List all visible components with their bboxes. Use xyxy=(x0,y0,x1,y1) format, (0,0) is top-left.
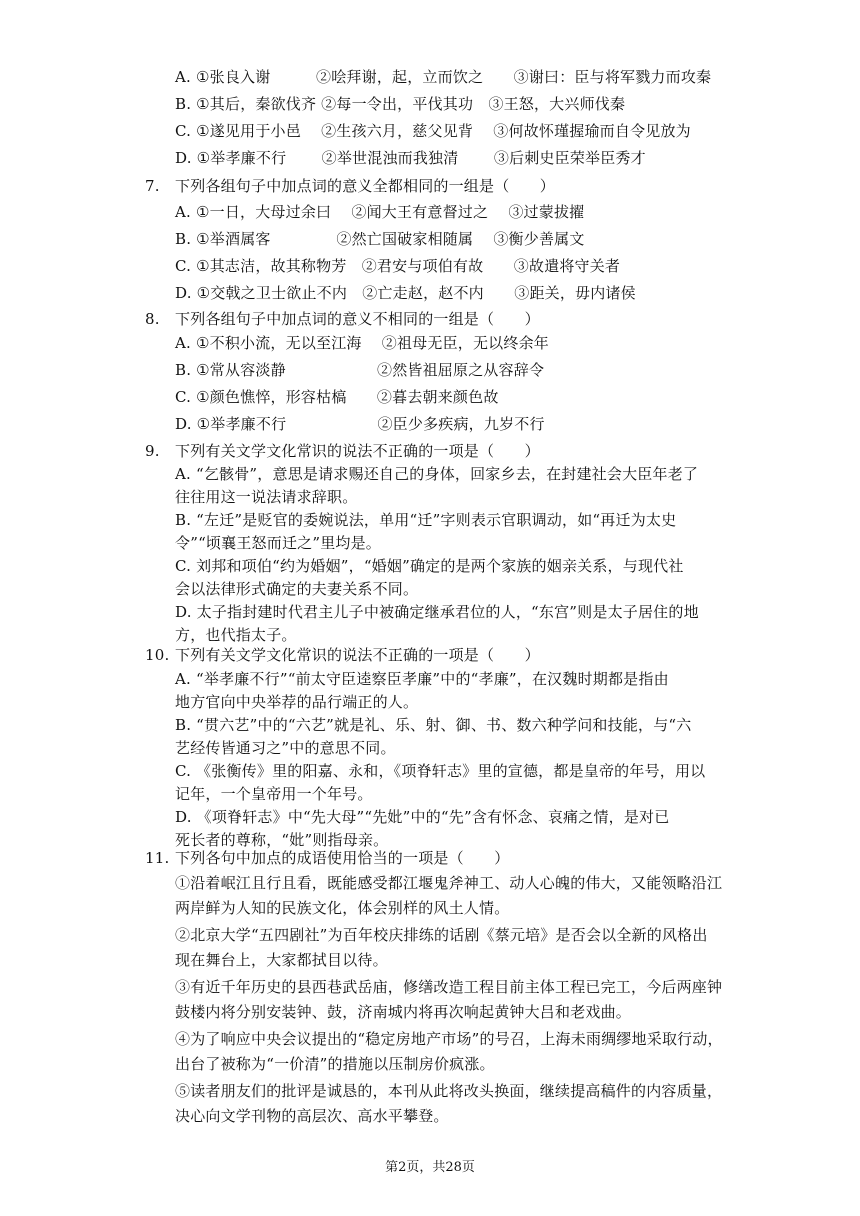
q11-stem: 下列各句中加点的成语使用恰当的一项是（ ） xyxy=(175,849,510,867)
q9-stem: 下列有关文学文化常识的说法不正确的一项是（ ） xyxy=(175,442,540,460)
q9-option-c-line1: C. 刘邦和项伯“约为婚姻”，“婚姻”确定的是两个家族的姻亲关系，与现代社 xyxy=(175,557,684,575)
q8-option-c: C. ①颜色憔悴，形容枯槁 ②暮去朝来颜色故 xyxy=(175,388,499,406)
q6-option-d: D. ①举孝廉不行 ②举世混浊而我独清 ③后刺史臣荣举臣秀才 xyxy=(175,149,646,167)
q10-option-d-line1: D. 《项脊轩志》中“先大母”“先妣”中的“先”含有怀念、哀痛之情，是对已 xyxy=(175,808,670,826)
q7-number: 7. xyxy=(145,177,160,195)
q11-sentence-3-line1: ③有近千年历史的县西巷武岳庙，修缮改造工程目前主体工程已完工，今后两座钟 xyxy=(175,978,723,996)
q10-option-a-line2: 地方官向中央举荐的品行端正的人。 xyxy=(175,693,419,711)
q11-sentence-5-line1: ⑤读者朋友们的批评是诚恳的，本刊从此将改头换面，继续提高稿件的内容质量， xyxy=(175,1082,723,1100)
q11-sentence-2-line1: ②北京大学“五四剧社”为百年校庆排练的话剧《蔡元培》是否会以全新的风格出 xyxy=(175,926,708,944)
q7-option-a: A. ①一日，大母过余曰 ②闻大王有意督过之 ③过蒙拔擢 xyxy=(175,203,585,221)
q7-stem: 下列各组句子中加点词的意义全都相同的一组是（ ） xyxy=(175,177,556,195)
q9-option-b-line2: 令”“顷襄王怒而迁之”里均是。 xyxy=(175,534,382,552)
q11-sentence-1-line1: ①沿着岷江且行且看，既能感受都江堰鬼斧神工、动人心魄的伟大，又能领略沿江 xyxy=(175,874,723,892)
q11-sentence-2-line2: 现在舞台上，大家都拭目以待。 xyxy=(175,951,388,969)
q10-option-a-line1: A. “举孝廉不行”“前太守臣逵察臣孝廉”中的“孝廉”，在汉魏时期都是指由 xyxy=(175,670,669,688)
q8-option-a: A. ①不积小流，无以至江海 ②祖母无臣，无以终余年 xyxy=(175,334,549,352)
q7-option-b: B. ①举酒属客 ②然亡国破家相随属 ③衡少善属文 xyxy=(175,230,585,248)
page-footer: 第2页，共28页 xyxy=(385,1160,475,1175)
q11-sentence-3-line2: 鼓楼内将分别安装钟、鼓，济南城内将再次响起黄钟大吕和老戏曲。 xyxy=(175,1003,632,1021)
q8-stem: 下列各组句子中加点词的意义不相同的一组是（ ） xyxy=(175,310,540,328)
q9-option-a-line1: A. “乞骸骨”，意思是请求赐还自己的身体，回家乡去，在封建社会大臣年老了 xyxy=(175,465,699,483)
q9-option-b-line1: B. “左迁”是贬官的委婉说法，单用“迁”字则表示官职调动，如“再迁为太史 xyxy=(175,511,677,529)
q6-option-c: C. ①遂见用于小邑 ②生孩六月，慈父见背 ③何故怀瑾握瑜而自令见放为 xyxy=(175,122,691,140)
q11-sentence-4-line1: ④为了响应中央会议提出的“稳定房地产市场”的号召，上海未雨绸缪地采取行动， xyxy=(175,1030,723,1048)
q10-number: 10. xyxy=(145,646,170,664)
q7-option-d: D. ①交戟之卫士欲止不内 ②亡走赵，赵不内 ③距关，毋内诸侯 xyxy=(175,284,636,302)
q11-sentence-1-line2: 两岸鲜为人知的民族文化，体会别样的风土人情。 xyxy=(175,899,510,917)
q9-option-d-line2: 方，也代指太子。 xyxy=(175,626,297,644)
q8-option-d: D. ①举孝廉不行 ②臣少多疾病，九岁不行 xyxy=(175,415,545,433)
q9-option-d-line1: D. 太子指封建时代君主儿子中被确定继承君位的人，“东宫”则是太子居住的地 xyxy=(175,603,699,621)
q10-option-b-line2: 艺经传皆通习之”中的意思不同。 xyxy=(175,739,396,757)
q10-stem: 下列有关文学文化常识的说法不正确的一项是（ ） xyxy=(175,646,540,664)
q9-option-a-line2: 往往用这一说法请求辞职。 xyxy=(175,488,358,506)
q11-number: 11. xyxy=(145,849,170,867)
q8-number: 8. xyxy=(145,310,160,328)
q11-sentence-5-line2: 决心向文学刊物的高层次、高水平攀登。 xyxy=(175,1107,449,1125)
q10-option-c-line1: C. 《张衡传》里的阳嘉、永和，《项脊轩志》里的宣德，都是皇帝的年号，用以 xyxy=(175,762,706,780)
q6-option-a: A. ①张良入谢 ②哙拜谢，起，立而饮之 ③谢曰：臣与将军戮力而攻秦 xyxy=(175,68,712,86)
q7-option-c: C. ①其志洁，故其称物芳 ②君安与项伯有故 ③故遣将守关者 xyxy=(175,257,621,275)
q8-option-b: B. ①常从容淡静 ②然皆祖屈原之从容辞令 xyxy=(175,361,545,379)
q10-option-d-line2: 死长者的尊称，“妣”则指母亲。 xyxy=(175,831,389,849)
q10-option-c-line2: 记年，一个皇帝用一个年号。 xyxy=(175,785,373,803)
q9-option-c-line2: 会以法律形式确定的夫妻关系不同。 xyxy=(175,580,419,598)
q6-option-b: B. ①其后，秦欲伐齐 ②每一令出，平伐其功 ③王怒，大兴师伐秦 xyxy=(175,95,626,113)
q9-number: 9. xyxy=(145,442,160,460)
q11-sentence-4-line2: 出台了被称为“一价清”的措施以压制房价疯涨。 xyxy=(175,1055,495,1073)
q10-option-b-line1: B. “贯六艺”中的“六艺”就是礼、乐、射、御、书、数六种学问和技能，与“六 xyxy=(175,716,692,734)
